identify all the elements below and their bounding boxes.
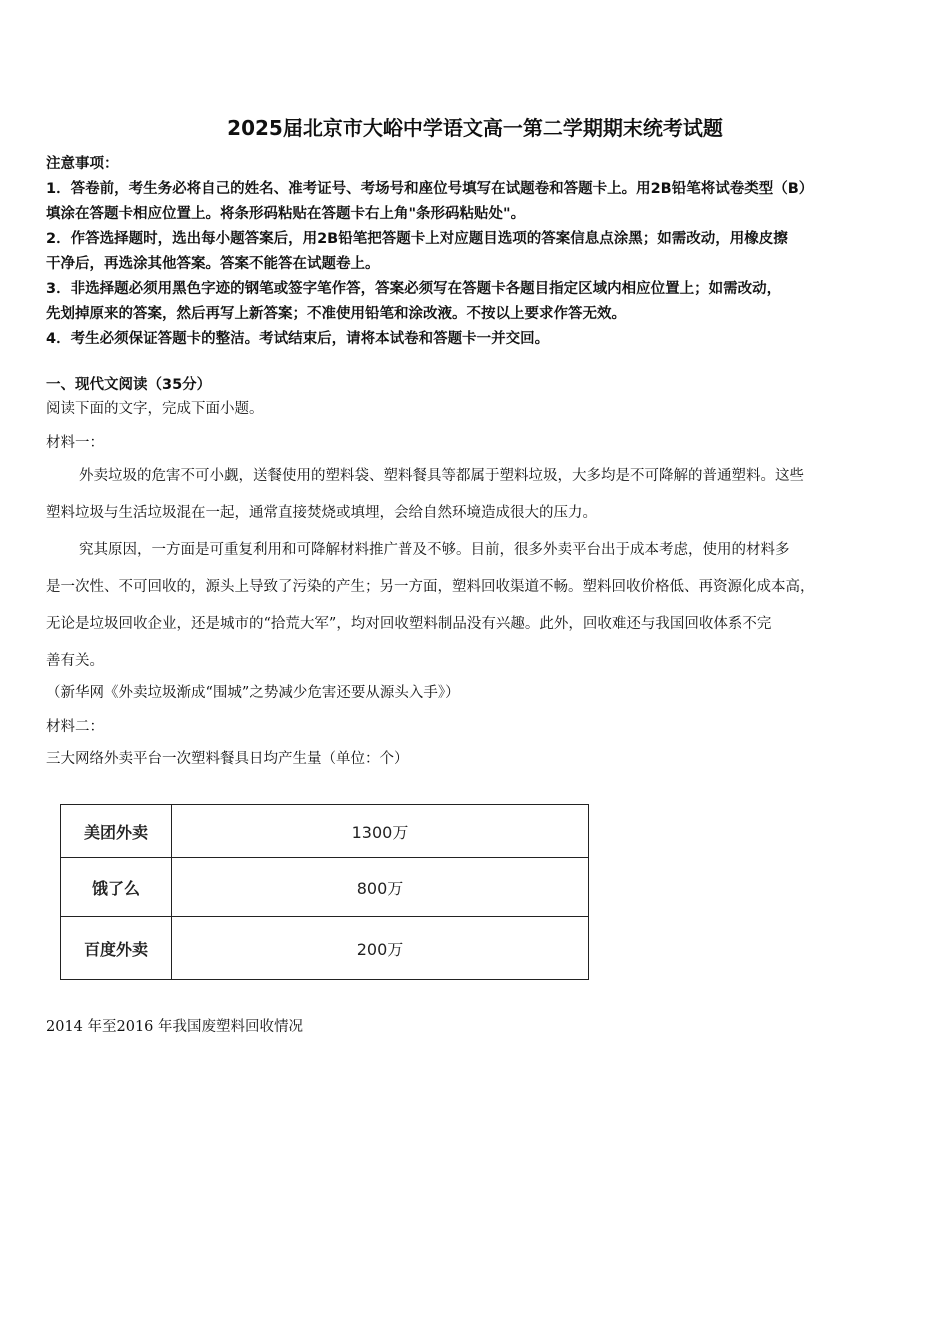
platform-name: 饿了么	[61, 858, 172, 917]
notice-line: 填涂在答题卡相应位置上。将条形码粘贴在答题卡右上角"条形码粘贴处"。	[46, 206, 526, 222]
material2-label: 材料二：	[46, 719, 104, 735]
notice-line: 4．考生必须保证答题卡的整洁。考试结束后，请将本试卷和答题卡一并交回。	[46, 331, 550, 347]
chart-caption: 2014 年至2016 年我国废塑料回收情况	[46, 1019, 304, 1035]
paragraph-line: 无论是垃圾回收企业，还是城市的“拾荒大军”，均对回收塑料制品没有兴趣。此外，回收难还与我国回收体系不完	[46, 616, 772, 632]
platform-table	[60, 804, 589, 980]
platform-value: 200万	[172, 917, 589, 980]
notice-line: 2．作答选择题时，选出每小题答案后，用2B铅笔把答题卡上对应题目选项的答案信息点涂黑；如需改动，用橡皮擦	[46, 231, 788, 247]
platform-value: 1300万	[172, 805, 589, 858]
table-row	[61, 805, 589, 858]
notice-line: 3．非选择题必须用黑色字迹的钢笔或签字笔作答，答案必须写在答题卡各题目指定区域内相应位置上；如需改动，	[46, 281, 782, 297]
material1-label: 材料一：	[46, 435, 104, 451]
paragraph-line: 究其原因，一方面是可重复利用和可降解材料推广普及不够。目前，很多外卖平台出于成本考虑，使用的材料多	[79, 542, 790, 558]
table-row	[61, 858, 589, 917]
table-row	[61, 917, 589, 980]
paragraph-line: 外卖垃圾的危害不可小觑，送餐使用的塑料袋、塑料餐具等都属于塑料垃圾，大多均是不可降解的普通塑料。这些	[79, 468, 804, 484]
notice-section	[46, 152, 916, 352]
section-heading: 一、现代文阅读（35分）	[46, 377, 212, 393]
platform-name: 美团外卖	[61, 805, 172, 858]
page-title: 2025届北京市大峪中学语文高一第二学期期末统考试题	[227, 116, 723, 140]
paragraph-line: 是一次性、不可回收的，源头上导致了污染的产生；另一方面，塑料回收渠道不畅。塑料回收价格低、再资源化成本高，	[46, 579, 815, 595]
material1-source: （新华网《外卖垃圾渐成“围城”之势减少危害还要从源头入手》）	[46, 685, 460, 701]
notice-line: 干净后，再选涂其他答案。答案不能答在试题卷上。	[46, 256, 380, 272]
section-instruction: 阅读下面的文字，完成下面小题。	[46, 401, 264, 417]
platform-value: 800万	[172, 858, 589, 917]
table-caption: 三大网络外卖平台一次塑料餐具日均产生量（单位：个）	[46, 751, 409, 767]
notice-heading: 注意事项：	[46, 156, 119, 172]
paragraph-line: 塑料垃圾与生活垃圾混在一起，通常直接焚烧或填埋，会给自然环境造成很大的压力。	[46, 505, 597, 521]
platform-name: 百度外卖	[61, 917, 172, 980]
material1-paragraph	[46, 458, 908, 680]
paragraph-line: 善有关。	[46, 653, 104, 669]
notice-line: 1．答卷前，考生务必将自己的姓名、准考证号、考场号和座位号填写在试题卷和答题卡上。用2B铅笔将试卷类型（B）	[46, 181, 814, 197]
notice-line: 先划掉原来的答案，然后再写上新答案；不准使用铅笔和涂改液。不按以上要求作答无效。	[46, 306, 626, 322]
